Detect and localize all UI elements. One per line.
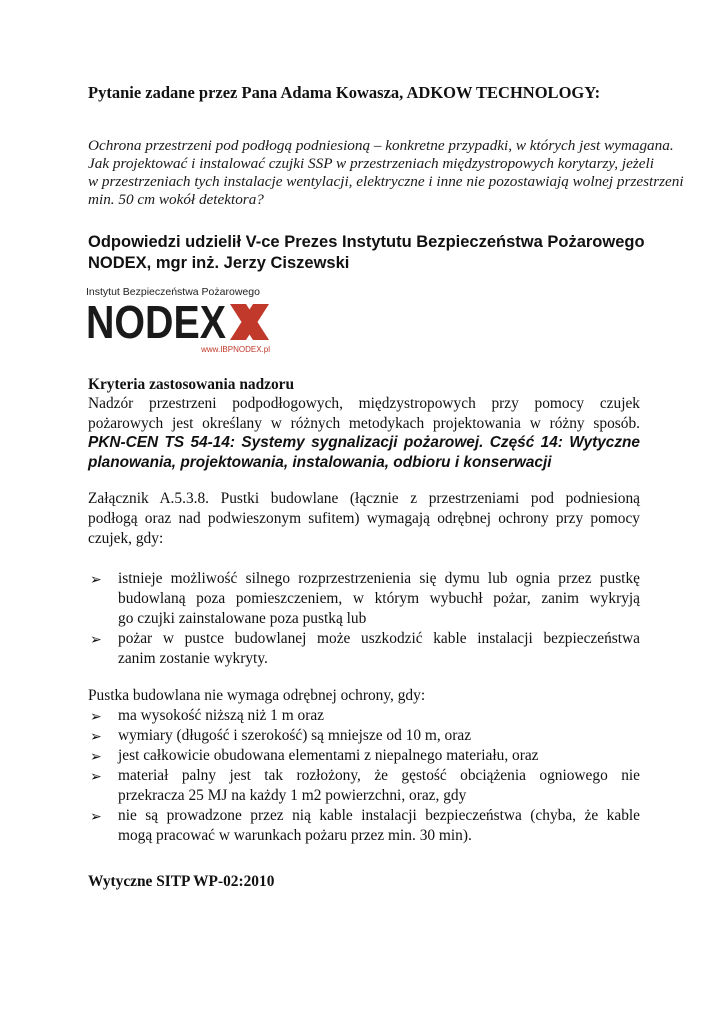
kryteria-line: pożarowych jest określany w różnych metodykach projektowania w różny sposób. bbox=[88, 415, 640, 432]
list-item-line: jest całkowicie obudowana elementami z niepalnego materiału, oraz bbox=[118, 747, 539, 764]
nodex-logo bbox=[86, 286, 270, 356]
arrow-bullet-icon: ➢ bbox=[90, 709, 102, 725]
question-line: w przestrzeniach tych instalacje wentylacji, elektryczne i inne nie pozostawiają wolnej przestrzeni bbox=[88, 173, 684, 190]
arrow-bullet-icon: ➢ bbox=[90, 749, 102, 765]
list-item-line: istnieje możliwość silnego rozprzestrzenienia się dymu lub ognia przez pustkę bbox=[118, 570, 640, 587]
list-item-line: mogą pracować w warunkach pożaru przez min. 30 min). bbox=[118, 827, 472, 844]
question-title: Pytanie zadane przez Pana Adama Kowasza, ADKOW TECHNOLOGY: bbox=[88, 83, 601, 102]
bullet-list-exemptions bbox=[88, 706, 640, 846]
list-item-line: ma wysokość niższą niż 1 m oraz bbox=[118, 707, 325, 724]
list-item-line: budowlaną poza pomieszczeniem, w którym wybuchł pożar, zanim wykryją bbox=[118, 590, 640, 607]
list-item-line: przekracza 25 MJ na każdy 1 m2 powierzchni, oraz, gdy bbox=[118, 787, 467, 804]
norm-title bbox=[88, 433, 640, 473]
list-item bbox=[88, 706, 640, 726]
zalacznik-paragraph bbox=[88, 489, 640, 549]
question-line: min. 50 cm wokół detektora? bbox=[88, 191, 264, 208]
list-item bbox=[88, 766, 640, 806]
logo-brand-graphic bbox=[86, 300, 270, 344]
list-item-line: materiał palny jest tak rozłożony, że gęstość obciążenia ogniowego nie bbox=[118, 767, 640, 784]
pustka-intro: Pustka budowlana nie wymaga odrębnej ochrony, gdy: bbox=[88, 687, 426, 704]
logo-institute-text: Instytut Bezpieczeństwa Pożarowego bbox=[86, 286, 260, 298]
list-item-line: nie są prowadzone przez nią kable instalacji bezpieczeństwa (chyba, że kable bbox=[118, 807, 640, 824]
kryteria-text bbox=[88, 394, 640, 434]
logo-url: www.IBPNODEX.pl bbox=[201, 345, 270, 354]
list-item-line: go czujki zainstalowane poza pustką lub bbox=[118, 610, 367, 627]
list-item bbox=[88, 746, 640, 766]
arrow-bullet-icon: ➢ bbox=[90, 809, 102, 825]
arrow-bullet-icon: ➢ bbox=[90, 769, 102, 785]
zalacznik-line: podłogą oraz nad podwieszonym sufitem) wymagają odrębnej ochrony przy pomocy bbox=[88, 510, 640, 527]
zalacznik-line: czujek, gdy: bbox=[88, 530, 164, 547]
logo-brand-text: NODEX bbox=[86, 300, 227, 344]
list-item bbox=[88, 806, 640, 846]
arrow-bullet-icon: ➢ bbox=[90, 572, 102, 588]
answer-line: NODEX, mgr inż. Jerzy Ciszewski bbox=[88, 254, 350, 272]
bullet-list-protection bbox=[88, 569, 640, 669]
list-item bbox=[88, 726, 640, 746]
list-item-line: zanim zostanie wykryty. bbox=[118, 650, 268, 667]
norm-line: PKN-CEN TS 54-14: Systemy sygnalizacji pożarowej. Część 14: Wytyczne bbox=[88, 434, 640, 451]
list-item bbox=[88, 629, 640, 669]
arrow-bullet-icon: ➢ bbox=[90, 632, 102, 648]
question-line: Jak projektować i instalować czujki SSP w przestrzeniach międzystropowych korytarzy, jeżeli bbox=[88, 155, 654, 172]
norm-line: planowania, projektowania, instalowania, odbioru i konserwacji bbox=[88, 454, 552, 471]
kryteria-title: Kryteria zastosowania nadzoru bbox=[88, 376, 295, 393]
answer-heading bbox=[88, 232, 645, 274]
logo-x-mark bbox=[230, 304, 269, 340]
answer-line: Odpowiedzi udzielił V-ce Prezes Instytutu Bezpieczeństwa Pożarowego bbox=[88, 233, 645, 251]
wytyczne-title: Wytyczne SITP WP-02:2010 bbox=[88, 873, 275, 890]
kryteria-line: Nadzór przestrzeni podpodłogowych, międzystropowych przy pomocy czujek bbox=[88, 395, 640, 412]
question-line: Ochrona przestrzeni pod podłogą podniesioną – konkretne przypadki, w których jest wymagana. bbox=[88, 137, 674, 154]
list-item bbox=[88, 569, 640, 629]
list-item-line: pożar w pustce budowlanej może uszkodzić kable instalacji bezpieczeństwa bbox=[118, 630, 640, 647]
question-text bbox=[88, 137, 684, 209]
zalacznik-line: Załącznik A.5.3.8. Pustki budowlane (łącznie z przestrzeniami pod podniesioną bbox=[88, 490, 640, 507]
arrow-bullet-icon: ➢ bbox=[90, 729, 102, 745]
list-item-line: wymiary (długość i szerokość) są mniejsze od 10 m, oraz bbox=[118, 727, 472, 744]
